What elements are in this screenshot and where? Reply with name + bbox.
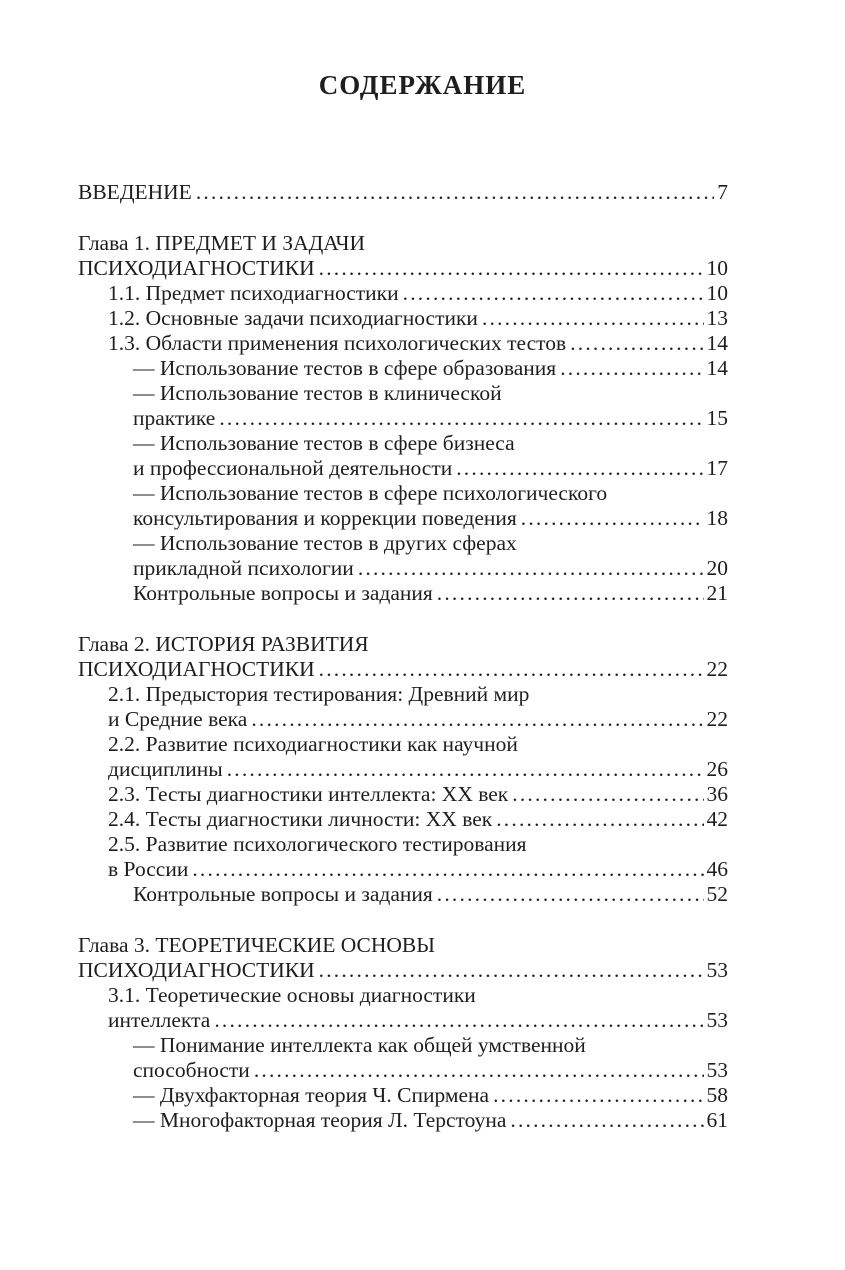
- toc-entry-text: дисциплины: [108, 757, 223, 781]
- dot-leader: [251, 707, 703, 732]
- toc-entry[interactable]: [78, 180, 728, 205]
- dot-leader: [192, 857, 703, 882]
- toc-entry-line-with-page: [78, 281, 728, 306]
- toc-entry-text: — Использование тестов в сфере образования: [133, 356, 557, 380]
- toc-entry-text: 3.1. Теоретические основы диагностики: [108, 983, 476, 1007]
- toc-entry[interactable]: [78, 306, 728, 331]
- page-number: 7: [717, 180, 728, 204]
- page-number: 42: [706, 807, 728, 831]
- toc-entry[interactable]: [78, 782, 728, 807]
- toc-entry[interactable]: [78, 983, 728, 1033]
- dot-leader: [456, 456, 703, 481]
- page-number: 21: [706, 581, 728, 605]
- dot-leader: [560, 356, 703, 381]
- toc-entry-line-with-page: [78, 406, 728, 431]
- toc-entry-line-with-page: [78, 958, 728, 983]
- toc-entry-text: — Многофакторная теория Л. Терстоуна: [133, 1108, 507, 1132]
- toc-entry-line-with-page: [78, 506, 728, 531]
- toc-entry[interactable]: [78, 1083, 728, 1108]
- toc-entry-text: в России: [108, 857, 189, 881]
- toc-entry-text: — Использование тестов в других сферах: [133, 531, 517, 555]
- toc-entry-line-with-page: [78, 180, 728, 205]
- dot-leader: [319, 657, 704, 682]
- dot-leader: [227, 757, 704, 782]
- table-of-contents: [78, 180, 728, 1159]
- toc-entry-text: — Использование тестов в клинической: [133, 381, 502, 405]
- dot-leader: [214, 1008, 703, 1033]
- toc-entry-line-with-page: [78, 331, 728, 356]
- toc-entry-line-with-page: [78, 1083, 728, 1108]
- page-title: СОДЕРЖАНИЕ: [318, 70, 527, 100]
- dot-leader: [521, 506, 704, 531]
- page-number: 10: [706, 256, 728, 280]
- toc-entry[interactable]: [78, 732, 728, 782]
- page-number: 61: [706, 1108, 728, 1132]
- dot-leader: [319, 256, 704, 281]
- page-number: 20: [706, 556, 728, 580]
- dot-leader: [319, 958, 704, 983]
- toc-entry-text: 2.2. Развитие психодиагностики как научной: [108, 732, 518, 756]
- toc-entry-text: Глава 1. ПРЕДМЕТ И ЗАДАЧИ: [78, 231, 366, 255]
- toc-entry-text: ПСИХОДИАГНОСТИКИ: [78, 657, 315, 681]
- toc-entry[interactable]: [78, 331, 728, 356]
- toc-entry-text: прикладной психологии: [133, 556, 354, 580]
- toc-entry-text: ВВЕДЕНИЕ: [78, 180, 192, 204]
- page-number: 18: [706, 506, 728, 530]
- toc-entry-text: практике: [133, 406, 216, 430]
- toc-entry[interactable]: [78, 807, 728, 832]
- toc-entry-line-with-page: [78, 456, 728, 481]
- page-number: 14: [706, 356, 728, 380]
- toc-section: [78, 180, 728, 205]
- toc-entry-text: Контрольные вопросы и задания: [133, 581, 433, 605]
- toc-entry-line-with-page: [78, 707, 728, 732]
- page-number: 22: [706, 707, 728, 731]
- toc-entry-text: 2.3. Тесты диагностики интеллекта: XX век: [108, 782, 509, 806]
- toc-entry[interactable]: [78, 1108, 728, 1133]
- toc-entry[interactable]: [78, 682, 728, 732]
- toc-entry-text: Глава 3. ТЕОРЕТИЧЕСКИЕ ОСНОВЫ: [78, 933, 436, 957]
- toc-entry-text: 1.2. Основные задачи психодиагностики: [108, 306, 478, 330]
- dot-leader: [403, 281, 704, 306]
- toc-entry-text: 1.3. Области применения психологических тестов: [108, 331, 567, 355]
- page-number: 53: [706, 1058, 728, 1082]
- toc-entry[interactable]: [78, 356, 728, 381]
- dot-leader: [496, 807, 703, 832]
- toc-entry-text: интеллекта: [108, 1008, 211, 1032]
- toc-entry-text: 1.1. Предмет психодиагностики: [108, 281, 399, 305]
- toc-entry[interactable]: [78, 581, 728, 606]
- page-number: 13: [706, 306, 728, 330]
- toc-section: [78, 231, 728, 606]
- toc-entry[interactable]: [78, 481, 728, 531]
- dot-leader: [512, 782, 703, 807]
- toc-entry-line-with-page: [78, 857, 728, 882]
- page-number: 53: [706, 1008, 728, 1032]
- toc-entry-line-with-page: [78, 807, 728, 832]
- toc-entry-line-with-page: [78, 306, 728, 331]
- page-number: 22: [706, 657, 728, 681]
- dot-leader: [196, 180, 714, 205]
- toc-entry-line-with-page: [78, 782, 728, 807]
- toc-entry-text: консультирования и коррекции поведения: [133, 506, 517, 530]
- toc-entry-text: ПСИХОДИАГНОСТИКИ: [78, 256, 315, 280]
- toc-entry-text: — Использование тестов в сфере психологического: [133, 481, 608, 505]
- toc-entry-line-with-page: [78, 882, 728, 907]
- toc-entry-text: — Понимание интеллекта как общей умственной: [133, 1033, 586, 1057]
- toc-entry-text: 2.4. Тесты диагностики личности: XX век: [108, 807, 493, 831]
- page-number: 26: [706, 757, 728, 781]
- page-number: 58: [706, 1083, 728, 1107]
- toc-entry-line-with-page: [78, 356, 728, 381]
- dot-leader: [510, 1108, 703, 1133]
- toc-entry-line-with-page: [78, 581, 728, 606]
- dot-leader: [358, 556, 704, 581]
- dot-leader: [254, 1058, 704, 1083]
- toc-entry-text: Контрольные вопросы и задания: [133, 882, 433, 906]
- toc-entry[interactable]: [78, 281, 728, 306]
- toc-entry[interactable]: [78, 632, 728, 682]
- toc-entry-line-with-page: [78, 657, 728, 682]
- toc-entry-text: — Двухфакторная теория Ч. Спирмена: [133, 1083, 490, 1107]
- dot-leader: [437, 581, 704, 606]
- toc-entry-line-with-page: [78, 1058, 728, 1083]
- page-number: 36: [706, 782, 728, 806]
- page-number: 17: [706, 456, 728, 480]
- toc-entry[interactable]: [78, 431, 728, 481]
- dot-leader: [493, 1083, 703, 1108]
- toc-entry[interactable]: [78, 933, 728, 983]
- page-number: 53: [706, 958, 728, 982]
- toc-entry-text: — Использование тестов в сфере бизнеса: [133, 431, 515, 455]
- toc-entry-text: ПСИХОДИАГНОСТИКИ: [78, 958, 315, 982]
- toc-entry-text: способности: [133, 1058, 250, 1082]
- page-number: 46: [706, 857, 728, 881]
- toc-entry-line-with-page: [78, 256, 728, 281]
- toc-entry-line-with-page: [78, 757, 728, 782]
- toc-entry-text: 2.5. Развитие психологического тестирования: [108, 832, 527, 856]
- toc-entry-line-with-page: [78, 1008, 728, 1033]
- toc-entry-text: Глава 2. ИСТОРИЯ РАЗВИТИЯ: [78, 632, 369, 656]
- toc-entry-line-with-page: [78, 556, 728, 581]
- toc-entry[interactable]: [78, 1033, 728, 1083]
- dot-leader: [219, 406, 703, 431]
- toc-entry[interactable]: [78, 882, 728, 907]
- toc-section: [78, 632, 728, 907]
- toc-entry-line-with-page: [78, 1108, 728, 1133]
- dot-leader: [570, 331, 703, 356]
- dot-leader: [437, 882, 704, 907]
- toc-entry[interactable]: [78, 231, 728, 281]
- toc-entry-text: и профессиональной деятельности: [133, 456, 453, 480]
- toc-entry-text: и Средние века: [108, 707, 248, 731]
- page-number: 15: [706, 406, 728, 430]
- dot-leader: [482, 306, 704, 331]
- page-number: 52: [706, 882, 728, 906]
- toc-section: [78, 933, 728, 1133]
- page-number: 10: [706, 281, 728, 305]
- toc-entry[interactable]: [78, 531, 728, 581]
- toc-entry[interactable]: [78, 832, 728, 882]
- toc-entry[interactable]: [78, 381, 728, 431]
- toc-entry-text: 2.1. Предыстория тестирования: Древний мир: [108, 682, 530, 706]
- page-number: 14: [706, 331, 728, 355]
